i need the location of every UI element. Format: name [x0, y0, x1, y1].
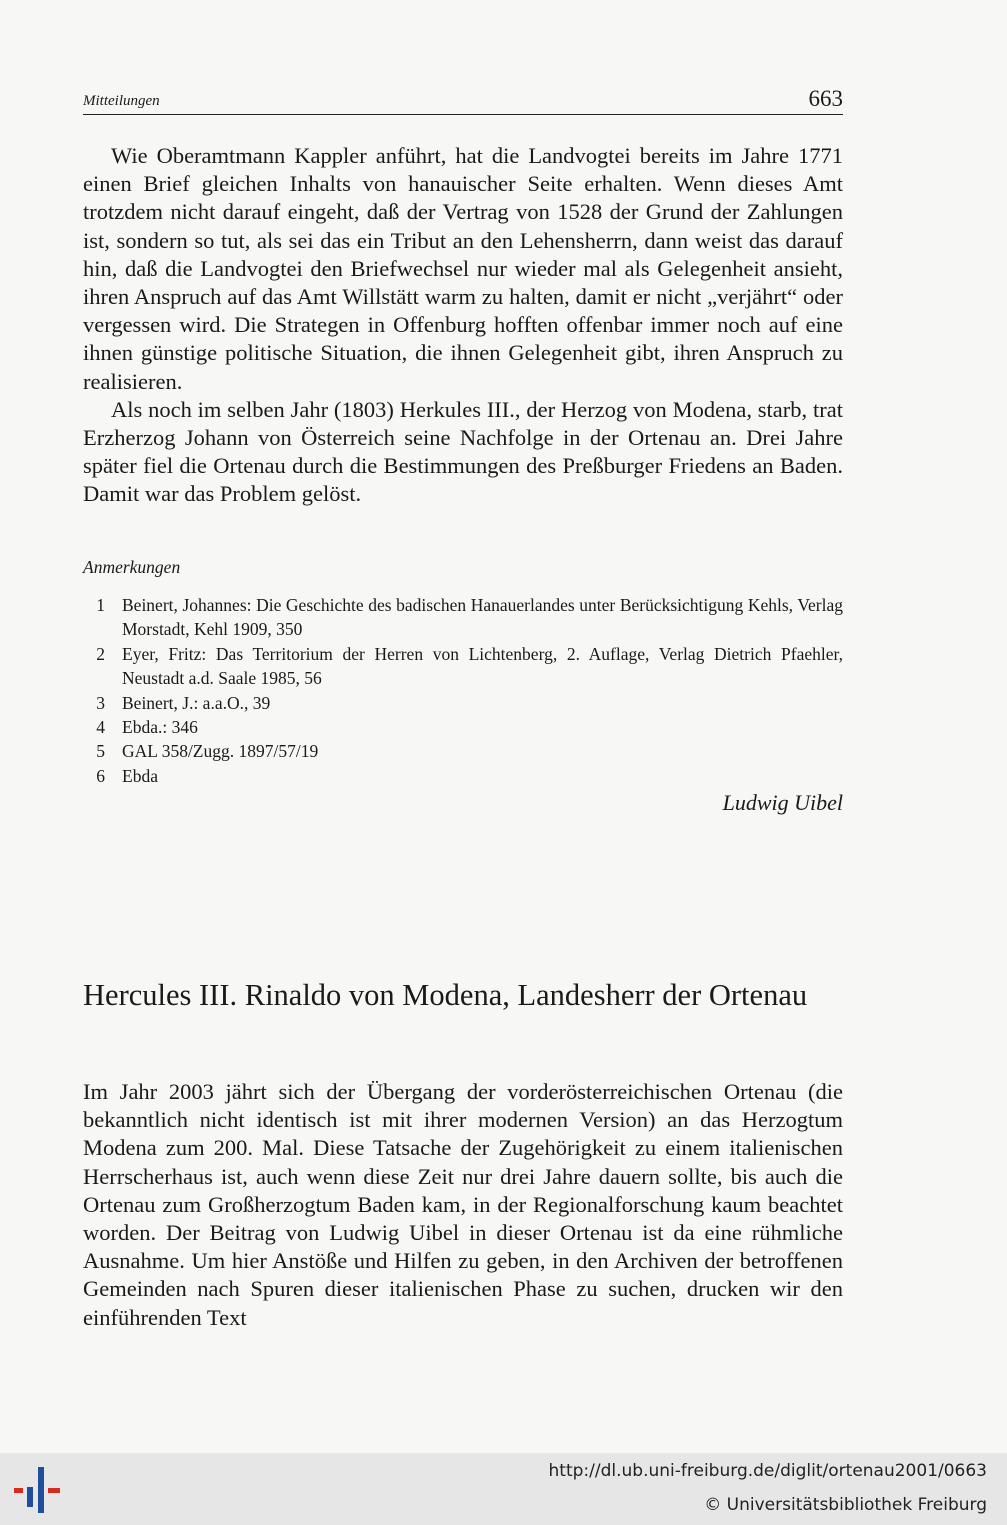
note-item [83, 691, 843, 715]
article-paragraph: Im Jahr 2003 jährt sich der Übergang der vorderösterreichischen Ortenau (die bekanntlich nicht identisch ist mit ihrer modernen Version) an das Herzogtum Modena zum 200. Mal. Diese Tatsache der Zugehörigkeit zu einem italienischen Herrscherhaus ist, auch wenn diese Zeit nur drei Jahre dauern sollte, bis auch die Ortenau zum Großherzogtum Baden kam, in der Regionalforschung kaum beachtet worden. Der Beitrag von Ludwig Uibel in dieser Ortenau ist da eine rühmliche Ausnahme. Um hier Anstöße und Hilfen zu geben, in den Archiven der betroffenen Gemeinden nach Spuren dieser italienischen Phase zu suchen, drucken wir den einführenden Text [83, 1079, 843, 1330]
note-number: 2 [96, 643, 105, 664]
article-title: Hercules III. Rinaldo von Modena, Landesherr der Ortenau [83, 978, 808, 1012]
notes-heading: Anmerkungen [83, 557, 181, 577]
body-text [83, 142, 843, 509]
permalink-url[interactable]: http://dl.ub.uni-freiburg.de/diglit/ortenau2001/0663 [548, 1461, 987, 1481]
body-paragraph-2: Als noch im selben Jahr (1803) Herkules III., der Herzog von Modena, starb, trat Erzherzog Johann von Österreich seine Nachfolge in der Ortenau an. Drei Jahre später fiel die Ortenau durch die Bestimmungen des Preßburger Friedens an Baden. Damit war das Problem gelöst. [83, 396, 843, 507]
note-text: Ebda [122, 765, 158, 786]
note-item [83, 642, 843, 691]
running-header [83, 84, 843, 115]
note-item [83, 715, 843, 739]
note-number: 1 [96, 595, 105, 615]
note-item [83, 593, 843, 642]
copyright-notice: © Universitätsbibliothek Freiburg [704, 1495, 987, 1515]
section-title: Mitteilungen [83, 93, 160, 109]
note-text: Beinert, J.: a.a.O., 39 [122, 692, 271, 713]
viewer-footer [0, 1453, 1007, 1525]
note-text: Beinert, Johannes: Die Geschichte des badischen Hanauerlandes unter Berücksichtigung Kehls, Verlag Morstadt, Kehl 1909, 350 [122, 595, 843, 640]
author-signature: Ludwig Uibel [722, 790, 843, 815]
note-text: GAL 358/Zugg. 1897/57/19 [122, 741, 319, 762]
article-body [83, 1078, 843, 1332]
note-item [83, 764, 843, 788]
note-text: Ebda.: 346 [122, 717, 198, 738]
note-number: 3 [96, 692, 105, 713]
ub-freiburg-logo-icon[interactable] [14, 1463, 66, 1517]
page-number: 663 [808, 86, 843, 111]
note-item [83, 739, 843, 763]
note-text: Eyer, Fritz: Das Territorium der Herren von Lichtenberg, 2. Auflage, Verlag Dietrich Pfaehler, Neustadt a.d. Saale 1985, 56 [122, 643, 843, 689]
note-number: 6 [96, 765, 105, 786]
note-number: 5 [96, 741, 105, 762]
notes-list [83, 593, 843, 788]
note-number: 4 [96, 717, 105, 738]
body-paragraph-1: Wie Oberamtmann Kappler anführt, hat die Landvogtei bereits im Jahre 1771 einen Brief gleichen Inhalts von hanauischer Seite erhalten. Wenn dieses Amt trotzdem nicht darauf eingeht, daß der Vertrag von 1528 der Grund der Zahlungen ist, sondern so tut, als sei das ein Tribut an den Lehensherrn, dann weist das darauf hin, daß die Landvogtei den Briefwechsel nur wieder mal als Gelegenheit ansieht, ihren Anspruch auf das Amt Willstätt warm zu halten, damit er nicht „verjährt“ oder vergessen wird. Die Strategen in Offenburg hofften offenbar immer noch auf eine ihnen günstige politische Situation, die ihnen Gelegenheit gibt, ihren Anspruch zu realisieren. [83, 143, 843, 394]
